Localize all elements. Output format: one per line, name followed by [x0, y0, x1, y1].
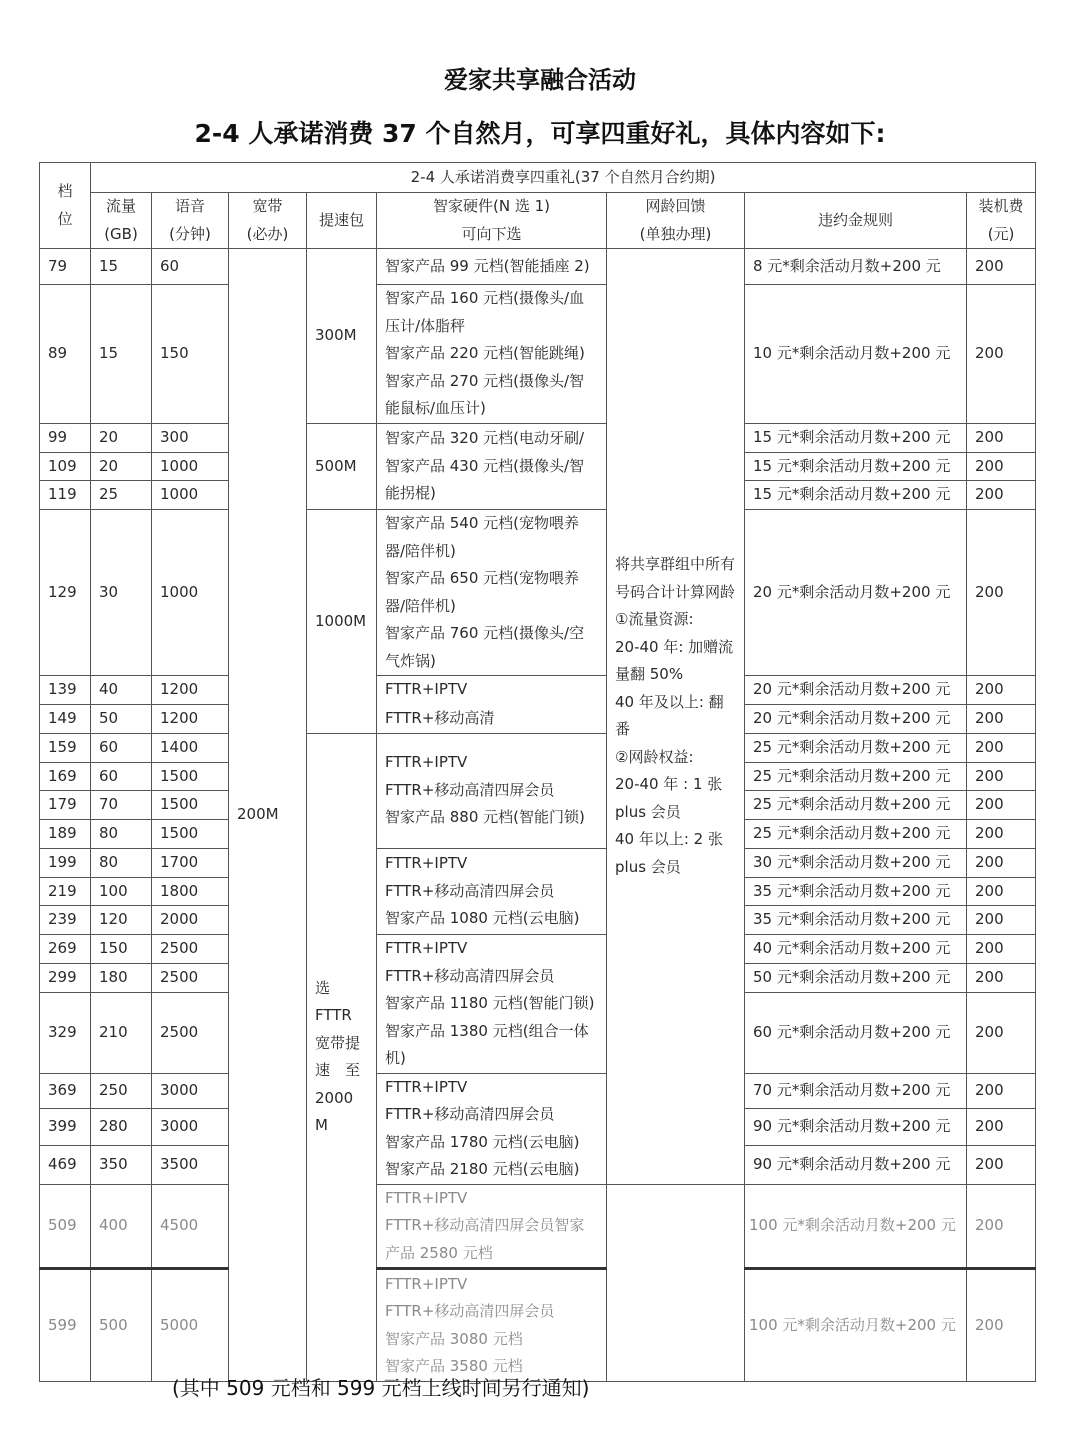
penalty-cell: 25 元*剩余活动月数+200 元 — [745, 762, 967, 791]
data-cell: 280 — [91, 1108, 152, 1145]
voice-cell: 1700 — [152, 848, 229, 877]
tier-cell: 269 — [40, 935, 91, 964]
install-cell: 200 — [967, 733, 1036, 762]
voice-cell: 3000 — [152, 1073, 229, 1108]
voice-cell: 1800 — [152, 877, 229, 906]
hardware-cell: 智家产品 99 元档(智能插座 2) — [377, 249, 607, 285]
penalty-cell: 100 元*剩余活动月数+200 元 — [745, 1184, 967, 1269]
header-loyalty: 网龄回馈 (单独办理) — [607, 193, 745, 249]
broadband-cell: 200M — [229, 249, 307, 1382]
tier-cell: 109 — [40, 452, 91, 481]
voice-cell: 2500 — [152, 963, 229, 992]
penalty-cell: 90 元*剩余活动月数+200 元 — [745, 1146, 967, 1184]
voice-cell: 1000 — [152, 452, 229, 481]
table-row — [40, 1073, 1036, 1108]
tier-cell: 129 — [40, 510, 91, 676]
table-row — [40, 423, 1036, 452]
table-row — [40, 285, 1036, 424]
penalty-cell: 90 元*剩余活动月数+200 元 — [745, 1108, 967, 1145]
install-cell: 200 — [967, 1184, 1036, 1269]
penalty-cell: 20 元*剩余活动月数+200 元 — [745, 510, 967, 676]
data-cell: 80 — [91, 820, 152, 849]
tier-cell: 399 — [40, 1108, 91, 1145]
table-row — [40, 704, 1036, 733]
header-penalty: 违约金规则 — [745, 193, 967, 249]
install-cell: 200 — [967, 510, 1036, 676]
penalty-cell: 100 元*剩余活动月数+200 元 — [745, 1269, 967, 1382]
header-install: 装机费 (元) — [967, 193, 1036, 249]
install-cell: 200 — [967, 452, 1036, 481]
header-speed: 提速包 — [307, 193, 377, 249]
table-row — [40, 1269, 1036, 1382]
voice-cell: 2500 — [152, 992, 229, 1073]
data-cell: 15 — [91, 249, 152, 285]
voice-cell: 1500 — [152, 791, 229, 820]
hardware-cell: FTTR+移动高清 — [377, 704, 607, 733]
speed-cell: 1000M — [307, 510, 377, 734]
tier-cell: 99 — [40, 423, 91, 452]
penalty-cell: 15 元*剩余活动月数+200 元 — [745, 481, 967, 510]
install-cell: 200 — [967, 285, 1036, 424]
install-cell: 200 — [967, 1108, 1036, 1145]
plan-table — [39, 162, 1036, 1382]
penalty-cell: 15 元*剩余活动月数+200 元 — [745, 452, 967, 481]
voice-cell: 2500 — [152, 935, 229, 964]
hardware-cell: 智家产品 160 元档(摄像头/血压计/体脂秤 智家产品 220 元档(智能跳绳) 智家产品 270 元档(摄像头/智能鼠标/血压计) — [377, 285, 607, 424]
header-tier: 档 位 — [40, 163, 91, 249]
data-cell: 150 — [91, 935, 152, 964]
data-cell: 50 — [91, 704, 152, 733]
hardware-cell: FTTR+IPTV FTTR+移动高清四屏会员 智家产品 1180 元档(智能门锁) 智家产品 1380 元档(组合一体机) — [377, 935, 607, 1074]
tier-cell: 469 — [40, 1146, 91, 1184]
hardware-cell: FTTR+IPTV FTTR+移动高清四屏会员 智家产品 880 元档(智能门锁) — [377, 733, 607, 848]
tier-cell: 149 — [40, 704, 91, 733]
data-cell: 400 — [91, 1184, 152, 1269]
install-cell: 200 — [967, 791, 1036, 820]
hardware-cell: FTTR+IPTV FTTR+移动高清四屏会员 智家产品 1780 元档(云电脑) 智家产品 2180 元档(云电脑) — [377, 1073, 607, 1184]
header-data: 流量 (GB) — [91, 193, 152, 249]
voice-cell: 1500 — [152, 820, 229, 849]
tier-cell: 199 — [40, 848, 91, 877]
voice-cell: 3000 — [152, 1108, 229, 1145]
speed-cell: 选 FTTR 宽带提 速 至 2000 M — [307, 733, 377, 1382]
data-cell: 60 — [91, 762, 152, 791]
voice-cell: 300 — [152, 423, 229, 452]
hardware-cell: 智家产品 320 元档(电动牙刷/ 智家产品 430 元档(摄像头/智能拐棍) — [377, 423, 607, 510]
tier-cell: 369 — [40, 1073, 91, 1108]
voice-cell: 1500 — [152, 762, 229, 791]
penalty-cell: 25 元*剩余活动月数+200 元 — [745, 820, 967, 849]
install-cell: 200 — [967, 1073, 1036, 1108]
hardware-cell: FTTR+IPTV FTTR+移动高清四屏会员智家产品 2580 元档 — [377, 1184, 607, 1269]
voice-cell: 2000 — [152, 906, 229, 935]
data-cell: 20 — [91, 423, 152, 452]
penalty-cell: 25 元*剩余活动月数+200 元 — [745, 733, 967, 762]
install-cell: 200 — [967, 423, 1036, 452]
hardware-cell: FTTR+IPTV FTTR+移动高清四屏会员 智家产品 3080 元档 智家产品 3580 元档 — [377, 1269, 607, 1382]
install-cell: 200 — [967, 906, 1036, 935]
header-broadband: 宽带 (必办) — [229, 193, 307, 249]
voice-cell: 1200 — [152, 676, 229, 705]
data-cell: 180 — [91, 963, 152, 992]
install-cell: 200 — [967, 935, 1036, 964]
tier-cell: 329 — [40, 992, 91, 1073]
tier-cell: 179 — [40, 791, 91, 820]
voice-cell: 1400 — [152, 733, 229, 762]
penalty-cell: 30 元*剩余活动月数+200 元 — [745, 848, 967, 877]
data-cell: 350 — [91, 1146, 152, 1184]
install-cell: 200 — [967, 877, 1036, 906]
voice-cell: 3500 — [152, 1146, 229, 1184]
speed-cell: 300M — [307, 249, 377, 424]
loyalty-cell-blank — [607, 1184, 745, 1382]
install-cell: 200 — [967, 992, 1036, 1073]
tier-cell: 79 — [40, 249, 91, 285]
penalty-cell: 60 元*剩余活动月数+200 元 — [745, 992, 967, 1073]
data-cell: 120 — [91, 906, 152, 935]
hardware-cell: FTTR+IPTV FTTR+移动高清四屏会员 智家产品 1080 元档(云电脑) — [377, 848, 607, 935]
footnote: (其中 509 元档和 599 元档上线时间另行通知) — [172, 1376, 590, 1400]
table-row — [40, 1184, 1036, 1269]
tier-cell: 189 — [40, 820, 91, 849]
penalty-cell: 8 元*剩余活动月数+200 元 — [745, 249, 967, 285]
data-cell: 25 — [91, 481, 152, 510]
tier-cell: 299 — [40, 963, 91, 992]
penalty-cell: 10 元*剩余活动月数+200 元 — [745, 285, 967, 424]
voice-cell: 150 — [152, 285, 229, 424]
tier-cell: 139 — [40, 676, 91, 705]
header-hardware: 智家硬件(N 选 1) 可向下选 — [377, 193, 607, 249]
voice-cell: 1200 — [152, 704, 229, 733]
install-cell: 200 — [967, 848, 1036, 877]
header-voice: 语音 (分钟) — [152, 193, 229, 249]
data-cell: 100 — [91, 877, 152, 906]
loyalty-cell: 将共享群组中所有号码合计计算网龄 ①流量资源: 20-40 年: 加赠流量翻 50% 40 年及以上: 翻番 ②网龄权益: 20-40 年 : 1 张 plus 会员 40 年以上: 2 张 plus 会员 — [607, 249, 745, 1185]
penalty-cell: 25 元*剩余活动月数+200 元 — [745, 791, 967, 820]
data-cell: 30 — [91, 510, 152, 676]
penalty-cell: 20 元*剩余活动月数+200 元 — [745, 676, 967, 705]
data-cell: 15 — [91, 285, 152, 424]
install-cell: 200 — [967, 762, 1036, 791]
install-cell: 200 — [967, 481, 1036, 510]
speed-cell: 500M — [307, 423, 377, 510]
penalty-cell: 35 元*剩余活动月数+200 元 — [745, 906, 967, 935]
penalty-cell: 20 元*剩余活动月数+200 元 — [745, 704, 967, 733]
penalty-cell: 35 元*剩余活动月数+200 元 — [745, 877, 967, 906]
install-cell: 200 — [967, 676, 1036, 705]
table-row — [40, 733, 1036, 762]
voice-cell: 4500 — [152, 1184, 229, 1269]
data-cell: 20 — [91, 452, 152, 481]
tier-cell: 509 — [40, 1184, 91, 1269]
data-cell: 60 — [91, 733, 152, 762]
page-title: 爱家共享融合活动 — [444, 66, 636, 94]
install-cell: 200 — [967, 249, 1036, 285]
voice-cell: 1000 — [152, 510, 229, 676]
penalty-cell: 40 元*剩余活动月数+200 元 — [745, 935, 967, 964]
header-group: 2-4 人承诺消费享四重礼(37 个自然月合约期) — [91, 163, 1036, 193]
penalty-cell: 15 元*剩余活动月数+200 元 — [745, 423, 967, 452]
hardware-cell: FTTR+IPTV — [377, 676, 607, 705]
data-cell: 40 — [91, 676, 152, 705]
voice-cell: 60 — [152, 249, 229, 285]
install-cell: 200 — [967, 820, 1036, 849]
page-subtitle: 2-4 人承诺消费 37 个自然月，可享四重好礼，具体内容如下: — [194, 119, 886, 148]
install-cell: 200 — [967, 704, 1036, 733]
data-cell: 250 — [91, 1073, 152, 1108]
penalty-cell: 50 元*剩余活动月数+200 元 — [745, 963, 967, 992]
install-cell: 200 — [967, 1146, 1036, 1184]
data-cell: 80 — [91, 848, 152, 877]
tier-cell: 89 — [40, 285, 91, 424]
voice-cell: 5000 — [152, 1269, 229, 1382]
data-cell: 500 — [91, 1269, 152, 1382]
tier-cell: 159 — [40, 733, 91, 762]
table-row — [40, 848, 1036, 877]
table-row — [40, 249, 1036, 285]
hardware-cell: 智家产品 540 元档(宠物喂养器/陪伴机) 智家产品 650 元档(宠物喂养器/陪伴机) 智家产品 760 元档(摄像头/空气炸锅) — [377, 510, 607, 676]
install-cell: 200 — [967, 963, 1036, 992]
voice-cell: 1000 — [152, 481, 229, 510]
penalty-cell: 70 元*剩余活动月数+200 元 — [745, 1073, 967, 1108]
tier-cell: 169 — [40, 762, 91, 791]
data-cell: 210 — [91, 992, 152, 1073]
tier-cell: 599 — [40, 1269, 91, 1382]
table-row — [40, 510, 1036, 676]
tier-cell: 119 — [40, 481, 91, 510]
data-cell: 70 — [91, 791, 152, 820]
install-cell: 200 — [967, 1269, 1036, 1382]
table-row — [40, 935, 1036, 964]
tier-cell: 219 — [40, 877, 91, 906]
tier-cell: 239 — [40, 906, 91, 935]
table-row — [40, 676, 1036, 705]
